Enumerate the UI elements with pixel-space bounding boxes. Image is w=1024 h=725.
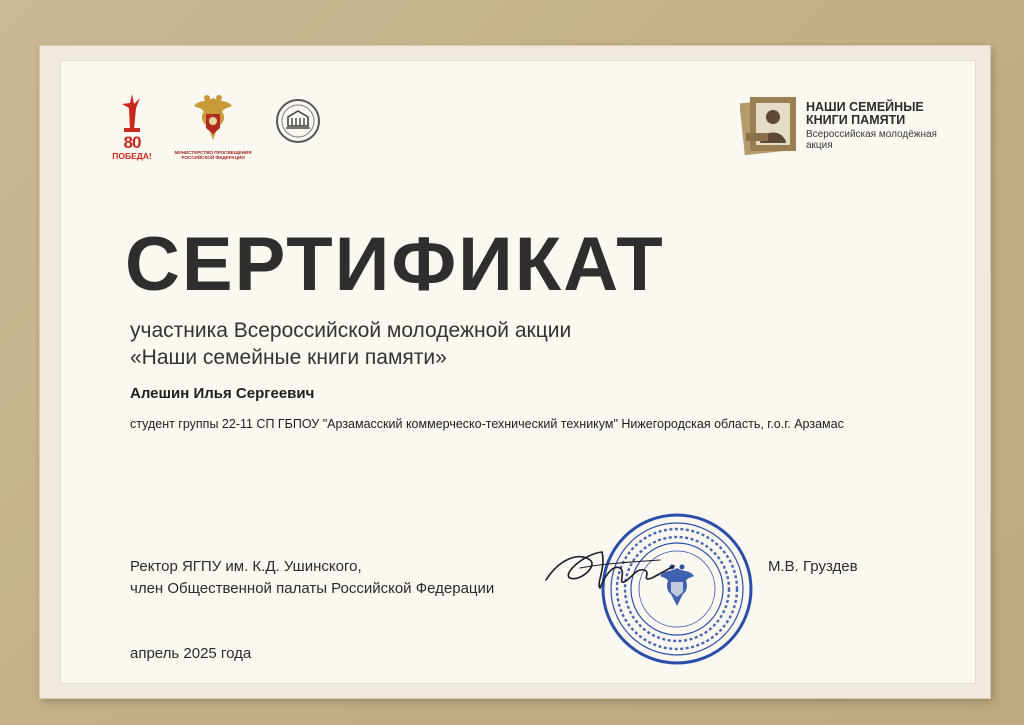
university-building-icon	[275, 98, 321, 144]
signer-name: М.В. Груздев	[768, 558, 858, 575]
signer-position-line-2: член Общественной палаты Российской Федерации	[130, 580, 495, 597]
project-brand	[740, 93, 950, 163]
certificate-subtitle	[130, 317, 830, 371]
victory-text: ПОБЕДА!	[112, 151, 152, 161]
issue-date: апрель 2025 года	[130, 645, 252, 662]
subtitle-line-2: «Наши семейные книги памяти»	[130, 346, 447, 369]
subtitle-line-1: участника Всероссийской молодежной акции	[130, 319, 572, 342]
ministry-logo	[168, 92, 258, 162]
signer-position	[130, 556, 560, 600]
signer-position-line-1: Ректор ЯГПУ им. К.Д. Ушинского,	[130, 558, 362, 575]
brand-title: НАШИ СЕМЕЙНЫЕ КНИГИ ПАМЯТИ	[806, 100, 924, 127]
family-book-photo-icon	[740, 93, 800, 157]
motherland-statue-icon	[110, 90, 154, 134]
certificate-title: СЕРТИФИКАТ	[125, 222, 665, 307]
university-seal-logo	[275, 98, 321, 144]
handwritten-signature	[540, 538, 680, 598]
recipient-name: Алешин Илья Сергеевич	[130, 385, 315, 402]
ministry-text: МИНИСТЕРСТВО ПРОСВЕЩЕНИЯ РОССИЙСКОЙ ФЕДЕРАЦИИ	[174, 150, 252, 161]
recipient-info: студент группы 22-11 СП ГБПОУ "Арзамасский коммерческо-технический техникум" Нижегородская область, г.о.г. Арзамас	[130, 417, 844, 431]
victory-number: 80	[123, 133, 141, 152]
double-headed-eagle-icon	[168, 92, 258, 148]
brand-subtitle: Всероссийская молодёжная акция	[806, 129, 937, 151]
victory-80-logo	[110, 90, 154, 166]
